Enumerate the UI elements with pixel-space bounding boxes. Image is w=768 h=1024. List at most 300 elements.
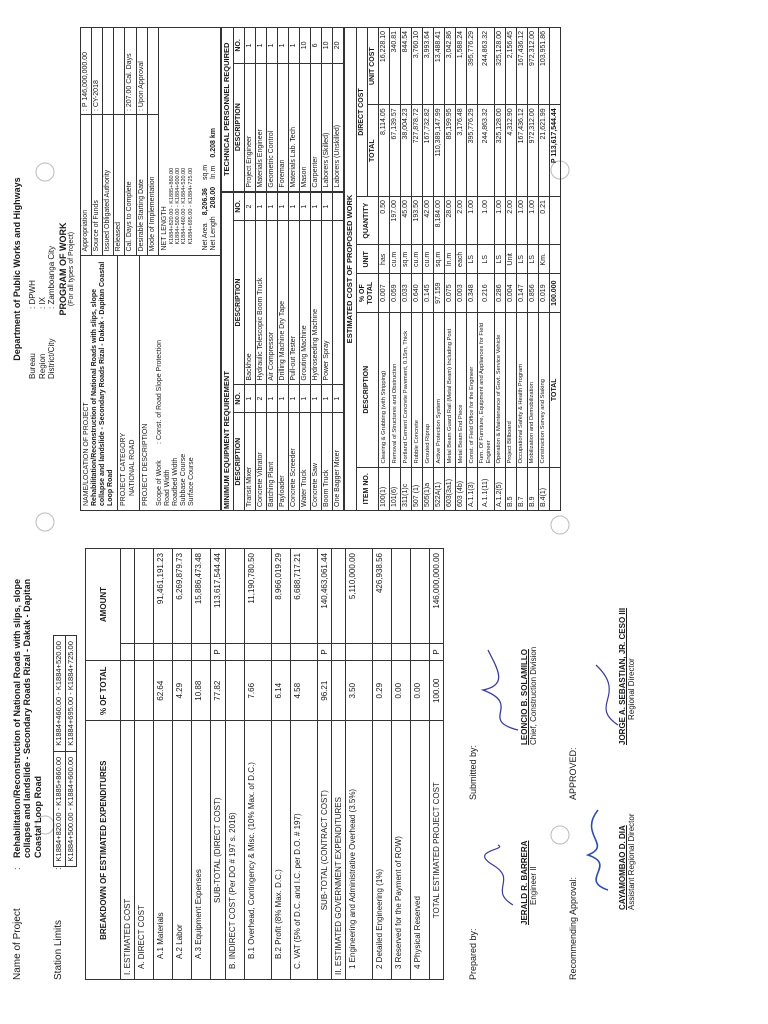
breakdown-pct: 7.66 xyxy=(244,661,271,721)
appropriation-row xyxy=(148,28,159,255)
cost-pct: 0.348 xyxy=(467,274,478,313)
personnel-count: 6 xyxy=(310,28,321,64)
scope-item: Scope of Work xyxy=(155,460,163,506)
meta-label: District/City xyxy=(46,338,56,379)
breakdown-pct: 4.58 xyxy=(290,661,317,721)
appropriation-key: Source of Funds xyxy=(93,200,101,252)
breakdown-label: C. VAT (5% of D.C. and I.C. per D.O. # 197) xyxy=(290,721,317,980)
breakdown-peso: P xyxy=(317,643,331,660)
breakdown-label: SUB-TOTAL (DIRECT COST) xyxy=(211,721,225,980)
breakdown-amount: 140,463,061.44 xyxy=(317,549,331,644)
cost-quantity: 1.00 xyxy=(467,197,478,245)
personnel-row xyxy=(277,28,288,192)
breakdown-row xyxy=(346,549,373,980)
breakdown-pct: 77.82 xyxy=(211,661,225,721)
cost-description: Metal Beam End Piece xyxy=(456,312,467,467)
cost-total: 325,128.00 xyxy=(494,105,505,197)
submitted-title: Chief, Construction Division xyxy=(529,646,539,745)
breakdown-label: TOTAL ESTIMATED PROJECT COST xyxy=(430,721,444,980)
equipment-personnel xyxy=(221,27,344,511)
equipment-count: 1 xyxy=(288,192,299,221)
scope-item: Roadbed Width xyxy=(171,457,179,506)
cost-quantity: 8,184.00 xyxy=(434,197,445,245)
equipment-count: 1 xyxy=(244,384,255,413)
equipment-row xyxy=(333,192,344,510)
cost-unit-cost: 325,128.00 xyxy=(494,28,505,105)
equipment-name: Grouting Machine xyxy=(299,221,310,384)
personnel-row xyxy=(266,28,277,192)
breakdown-table xyxy=(85,548,444,980)
scope-value: : Const. of Road Slope Protection xyxy=(155,339,163,444)
cost-total: 167,436.12 xyxy=(516,105,527,197)
equipment-count: 2 xyxy=(244,192,255,221)
equipment-row xyxy=(310,192,321,510)
breakdown-pct: 0.29 xyxy=(373,661,392,721)
breakdown-label: 2 Detailed Engineering (1%) xyxy=(373,721,392,980)
cost-item-no: 522A(1) xyxy=(434,467,445,510)
net-area-unit: sq.m xyxy=(201,164,209,181)
cost-pct: 0.216 xyxy=(478,274,494,313)
equipment-count: 1 xyxy=(333,384,344,413)
scope-item: Subbase Course xyxy=(179,453,187,506)
equipment-row xyxy=(244,192,255,510)
personnel-table: DESCRIPTION NO. Project Engineer 1 Materials Engineer 1 Geometric Control 1 Foreman 1 Materials Lab. Tech 1 Mason 10 Carpenter 6 Laborers (Skilled) 10 Laborers (Unskilled) 20 xyxy=(233,27,344,192)
breakdown-label: I. ESTIMATED COST xyxy=(121,721,135,980)
prepared-name: JERALD R. BARRERA xyxy=(520,840,530,925)
equipment-name: Hydraulic Telescopic Boom Truck xyxy=(255,221,266,384)
breakdown-amount xyxy=(411,549,430,644)
cost-row xyxy=(467,28,478,511)
breakdown-amount: 8,966,019.29 xyxy=(271,549,290,644)
cost-description: Mobilization and Demobilization xyxy=(527,312,538,467)
cost-unit-cost: 972,312.00 xyxy=(527,28,538,105)
cost-item-no: 100(1) xyxy=(378,467,389,510)
cost-unit-cost: 2,156.45 xyxy=(505,28,516,105)
breakdown-header: BREAKDOWN OF ESTIMATED EXPENDITURES xyxy=(86,721,121,980)
recommending-label: Recommending Approval: xyxy=(568,876,579,980)
equipment-row xyxy=(277,192,288,510)
equipment-name: Hydroseeding Machine xyxy=(310,221,321,384)
breakdown-row xyxy=(154,549,173,980)
cost-total: 21,621.99 xyxy=(538,105,549,197)
cost-description: Grouted Riprap xyxy=(423,312,434,467)
approved-label: APPROVED: xyxy=(568,747,579,800)
appropriation-row xyxy=(114,28,125,255)
breakdown-amount: 11,190,780.50 xyxy=(244,549,271,644)
cost-row xyxy=(389,28,400,511)
equipment-name: Pull-out Tester xyxy=(288,221,299,384)
equipment-name: Drilling Machine Dry Tape xyxy=(277,221,288,384)
meta-value: : IX xyxy=(37,296,47,309)
cost-pct: 0.145 xyxy=(423,274,434,313)
station-cell: K1884+460.00 - K1884+520.00 xyxy=(54,636,66,752)
cost-unit: LS xyxy=(494,245,505,274)
personnel-name: Materials Lab. Tech xyxy=(288,63,299,191)
cost-row xyxy=(505,28,516,511)
appropriation-row xyxy=(103,28,114,255)
breakdown-amount xyxy=(135,549,154,644)
equipment-row xyxy=(266,192,277,510)
breakdown-peso xyxy=(225,643,244,660)
prepared-by-label: Prepared by: xyxy=(468,928,479,980)
breakdown-row xyxy=(192,549,211,980)
cost-pct: 0.147 xyxy=(516,274,527,313)
cost-row xyxy=(411,28,422,511)
equipment-name: Water Truck xyxy=(299,413,310,511)
net-length-km: 0.208 km xyxy=(209,128,217,158)
amount-header: AMOUNT xyxy=(86,549,121,661)
personnel-name: Project Engineer xyxy=(244,63,255,191)
breakdown-row xyxy=(430,549,444,980)
breakdown-label: A.1 Materials xyxy=(154,721,173,980)
personnel-name: Laborers (Skilled) xyxy=(322,63,333,191)
equipment-count xyxy=(333,192,344,221)
cost-table: ITEM NO. DESCRIPTION % OF TOTAL UNIT QUANTITY DIRECT COST TOTAL UNIT COST 100(1) Clearing & Grubbing (with Stripping) 0.007 has 0.50 8,114.05 16,228.10 101(6) Removal of Structures and Obstruction 0.059 cu.m 197.00 67,139.57 340.81 311(1)c Portland Cement Concrete Pavement, 0.15m, Thick 0.033 sq.m 45.00 38,004.23 844.54 507 (1) Rubble Concrete 0.640 cu.m 193.50 727,878.72 3,760.10 505(1)a Grouted Riprap 0.145 cu.m 42.00 167,732.82 3,993.64 522A(1) Active Protection System 97.159 sq.m 8,184.00 110,389,147.99 13,488.41 603(3a1) Metal Beam Guard Rail (Metal Beam) Including Post 0.075 ln.m 28.00 85,199.95 3,042.86 603 (4b) Metal Beam End Piece 0.003 each 2.00 3,176.48 1,588.24 A.1.1(3) Const. of Field Office for the Engineer 0.348 LS 1.00 395,776.29 395,776.29 A.1.1(11) Furn. Of Furniture, Equipment and Appliances for Field Engineer 0.216 LS 1.00 244,863.32 244,863.32 A.1.2(5) Operation & Maintenance of Govt. Service Vehicle 0.286 LS 1.00 325,128.00 325,128.00 B.5 Project Billboard 0.004 Unit 2.00 4,312.90 2,156.45 B.7 Occupational Safety & Health Program 0.147 LS 1.00 167,436.12 167,436.12 B.9 Mobilization and Demobilization 0.856 LS 1.00 972,312.00 972,312.00 B.4(1) Construction Survey and Staking 0.019 Km. 0.21 21,621.99 103,951.86 TOTAL 100.000 P 113,617,544.44 xyxy=(356,27,561,511)
meta-info xyxy=(28,27,56,511)
equipment-name: Concrete Saw xyxy=(310,413,321,511)
meta-label: Region xyxy=(37,353,47,379)
equipment-name xyxy=(333,221,344,384)
cost-total: 167,732.82 xyxy=(423,105,434,197)
cost-unit-cost: 16,228.10 xyxy=(378,28,389,105)
appropriation-row xyxy=(137,28,148,255)
equipment-count: 1 xyxy=(322,192,333,221)
equipment-name: Concrete Screeder xyxy=(288,413,299,511)
breakdown-label: 3 Reserved for the Payment of ROW) xyxy=(392,721,411,980)
appropriation-key: Mode of Implementation xyxy=(148,176,156,252)
cost-unit: LS xyxy=(527,245,538,274)
cost-unit-cost: 3,993.64 xyxy=(423,28,434,105)
cost-unit: cu.m xyxy=(423,245,434,274)
cost-unit-cost: 244,863.32 xyxy=(478,28,494,105)
breakdown-peso xyxy=(373,643,392,660)
station-table xyxy=(53,635,77,867)
cost-pct: 0.286 xyxy=(494,274,505,313)
cost-total: 4,312.90 xyxy=(505,105,516,197)
breakdown-pct: 10.88 xyxy=(192,661,211,721)
equipment-name: Backhoe xyxy=(244,221,255,384)
net-length-row: K1884+500.00 - K1884+600.00 xyxy=(174,167,181,245)
breakdown-peso xyxy=(392,643,411,660)
min-equip-label: MINIMUM EQUIPMENT REQUIREMENT xyxy=(221,192,233,511)
cost-quantity: 28.00 xyxy=(445,197,456,245)
cost-item-no: 101(6) xyxy=(389,467,400,510)
cost-item-no: A.1.2(5) xyxy=(494,467,505,510)
recommending-title: Assistant Regional Director xyxy=(627,813,637,910)
tech-personnel-label: TECHNICAL PERSONNEL REQUIRED xyxy=(221,27,233,192)
cost-quantity: 193.50 xyxy=(411,197,422,245)
cost-unit-cost: 1,588.24 xyxy=(456,28,467,105)
breakdown-pct: 0.00 xyxy=(411,661,430,721)
department-title: Department of Public Works and Highways xyxy=(12,177,22,361)
cost-unit-cost: 844.54 xyxy=(400,28,411,105)
program-title: PROGRAM OF WORK xyxy=(57,222,68,316)
cost-description: Occupational Safety & Health Program xyxy=(516,312,527,467)
cost-total: 85,199.95 xyxy=(445,105,456,197)
net-area-label: Net Area xyxy=(201,223,209,251)
cost-label: ESTIMATED COST OF PROPOSED WORK xyxy=(344,27,356,511)
station-cell: K1884+695.00 - K1884+725.00 xyxy=(65,636,77,752)
personnel-count: 20 xyxy=(333,28,344,64)
cost-quantity: 42.00 xyxy=(423,197,434,245)
cost-total-amount: 113,617,544.44 xyxy=(550,108,558,157)
breakdown-peso xyxy=(271,643,290,660)
cost-total: 972,312.00 xyxy=(527,105,538,197)
cost-row xyxy=(527,28,538,511)
cost-total: 8,114.05 xyxy=(378,105,389,197)
net-length-rows xyxy=(169,32,194,251)
signature-mark xyxy=(573,805,623,895)
breakdown-peso xyxy=(290,643,317,660)
cost-unit: sq.m xyxy=(434,245,445,274)
cost-description: Active Protection System xyxy=(434,312,445,467)
cost-row xyxy=(538,28,549,511)
cost-item-no: 603 (4b) xyxy=(456,467,467,510)
cost-unit: Km. xyxy=(538,245,549,274)
equipment-count: 1 xyxy=(266,192,277,221)
breakdown-label: B.1 Overhead, Contingency & Misc. (10% Max. of D.C.) xyxy=(244,721,271,980)
personnel-name: Materials Engineer xyxy=(255,63,266,191)
equipment-count: 1 xyxy=(266,384,277,413)
breakdown-pct: 4.29 xyxy=(173,661,192,721)
breakdown-row xyxy=(290,549,317,980)
breakdown-pct: 0.00 xyxy=(392,661,411,721)
personnel-row xyxy=(322,28,333,192)
appropriation-key: Issued Obligated Authority xyxy=(104,169,112,252)
breakdown-peso xyxy=(121,643,135,660)
cost-row xyxy=(478,28,494,511)
cost-item-no: B.9 xyxy=(527,467,538,510)
scope-item: Surface Course xyxy=(187,457,195,506)
cost-unit-cost: 395,776.29 xyxy=(467,28,478,105)
appropriation-key: Released xyxy=(115,221,123,252)
breakdown-row xyxy=(244,549,271,980)
equipment-table: DESCRIPTION NO. DESCRIPTION NO. Transit Mixer 1 Backhoe 2 Concrete Vibrator 2 Hydraulic Telescopic Boom Truck 1 Batching Plant 1 Air Compressor 1 Payloader 1 Drilling Machine Dry Tape 1 Concrete Screeder 1 Pull-out Tester 1 Water Truck 1 Grouting Machine 1 Concrete Saw 1 Hydroseeding Machine 1 Boom Truck 1 Power Spray 1 One Bagger Mixer 1 xyxy=(233,192,344,511)
breakdown-peso xyxy=(244,643,271,660)
appropriation-value xyxy=(114,28,124,115)
breakdown-peso xyxy=(173,643,192,660)
equipment-row xyxy=(288,192,299,510)
breakdown-label: SUB-TOTAL (CONTRACT COST) xyxy=(317,721,331,980)
cost-quantity: 45.00 xyxy=(400,197,411,245)
breakdown-label: A. DIRECT COST xyxy=(135,721,154,980)
appropriation-key: Desirable Starting Date xyxy=(137,179,145,252)
cost-unit-cost: 3,760.10 xyxy=(411,28,422,105)
station-limits-label: Station Limits xyxy=(53,919,65,980)
cost-total: 67,139.57 xyxy=(389,105,400,197)
submitted-by-label: Submitted by: xyxy=(468,744,479,800)
breakdown-amount: 146,000,000.00 xyxy=(430,549,444,644)
personnel-row xyxy=(333,28,344,192)
equipment-row xyxy=(299,192,310,510)
cost-item-no: B.4(1) xyxy=(538,467,549,510)
program-subtitle: (For all types of Project) xyxy=(68,231,76,307)
breakdown-pct xyxy=(121,661,135,721)
breakdown-label: A.2 Labor xyxy=(173,721,192,980)
equipment-name: Batching Plant xyxy=(266,413,277,511)
breakdown-amount: 6,269,879.73 xyxy=(173,549,192,644)
cost-item-no: 603(3a1) xyxy=(445,467,456,510)
cost-unit-cost: 3,042.86 xyxy=(445,28,456,105)
approved-title: Regional Director xyxy=(627,658,637,720)
cost-unit-cost: 167,436.12 xyxy=(516,28,527,105)
breakdown-row xyxy=(392,549,411,980)
personnel-count: 10 xyxy=(299,28,310,64)
net-length-label: NET LENGTH xyxy=(160,206,168,251)
breakdown-amount xyxy=(331,549,345,644)
equipment-name: Transit Mixer xyxy=(244,413,255,511)
personnel-count: 1 xyxy=(288,28,299,64)
cost-pct: 0.059 xyxy=(389,274,400,313)
equipment-name: Air Compressor xyxy=(266,221,277,384)
appropriation-key: Appropriation xyxy=(82,209,90,252)
appropriation-value: : Upon Approval xyxy=(137,28,147,115)
breakdown-label: 4 Physical Reserved xyxy=(411,721,430,980)
breakdown-amount xyxy=(121,549,135,644)
equipment-name: Power Spray xyxy=(322,221,333,384)
cost-quantity: 197.00 xyxy=(389,197,400,245)
submitted-name: LEONCIO B. SOLAMILLO xyxy=(520,649,530,745)
cost-row xyxy=(516,28,527,511)
cost-row xyxy=(378,28,389,511)
cost-quantity: 2.00 xyxy=(456,197,467,245)
cost-total: 395,776.29 xyxy=(467,105,478,197)
cost-pct: 97.159 xyxy=(434,274,445,313)
scope-item: Road Width xyxy=(163,469,171,506)
cost-description: Metal Beam Guard Rail (Metal Beam) Including Post xyxy=(445,312,456,467)
cost-description: Operation & Maintenance of Govt. Service Vehicle xyxy=(494,312,505,467)
personnel-name: Carpenter xyxy=(310,63,321,191)
breakdown-peso xyxy=(346,643,373,660)
cost-description: Portland Cement Concrete Pavement, 0.15m, Thick xyxy=(400,312,411,467)
equipment-name: One Bagger Mixer xyxy=(333,413,344,511)
project-name-label: Name of Project xyxy=(12,908,23,980)
cost-pct: 0.856 xyxy=(527,274,538,313)
personnel-name: Mason xyxy=(299,63,310,191)
cost-item-no: B.5 xyxy=(505,467,516,510)
cost-total: 244,863.32 xyxy=(478,105,494,197)
net-length-row: K1884+460.00 - K1884+520.00 xyxy=(181,167,188,245)
breakdown-pct xyxy=(331,661,345,721)
cost-quantity: 0.21 xyxy=(538,197,549,245)
personnel-count: 1 xyxy=(244,28,255,64)
cost-description: Const. of Field Office for the Engineer xyxy=(467,312,478,467)
equipment-count: 1 xyxy=(310,192,321,221)
net-length-label-2: Net Length xyxy=(209,216,217,251)
breakdown-amount: 91,461,191.23 xyxy=(154,549,173,644)
cost-item-no: A.1.1(3) xyxy=(467,467,478,510)
equipment-count: 1 xyxy=(277,384,288,413)
breakdown-row xyxy=(317,549,331,980)
equipment-count: 1 xyxy=(310,384,321,413)
breakdown-row xyxy=(121,549,135,980)
name-loc-label: NAME/LOCATION OF PROJECT xyxy=(83,402,91,506)
breakdown-peso xyxy=(154,643,173,660)
personnel-name: Geometric Control xyxy=(266,63,277,191)
breakdown-page xyxy=(0,524,768,1004)
cost-total-peso: P xyxy=(550,158,558,164)
equipment-row xyxy=(255,192,266,510)
cost-unit: ln.m xyxy=(445,245,456,274)
breakdown-peso: P xyxy=(211,643,225,660)
project-category-value: NATIONAL ROAD xyxy=(128,439,136,496)
appropriation-row xyxy=(81,28,92,255)
cost-pct: 0.019 xyxy=(538,274,549,313)
breakdown-row xyxy=(411,549,430,980)
equipment-count: 2 xyxy=(255,384,266,413)
station-cell: K1884+500.00 - K1884+600.00 xyxy=(65,751,77,867)
cost-row xyxy=(400,28,411,511)
appropriation-value xyxy=(103,28,113,115)
net-length-unit: ln.m xyxy=(209,165,217,179)
breakdown-label: 1 Engineering and Administrative Overhead (3.5%) xyxy=(346,721,373,980)
signature-mark xyxy=(483,840,523,910)
cost-pct: 0.003 xyxy=(456,274,467,313)
cost-row xyxy=(456,28,467,511)
appropriation-key: Cal. Days to Complete xyxy=(126,181,134,252)
breakdown-amount: 5,110,000.00 xyxy=(346,549,373,644)
net-length-value: 208.00 xyxy=(209,186,217,209)
equipment-name: Concrete Vibrator xyxy=(255,413,266,511)
appropriation-value xyxy=(148,28,158,115)
appropriation-value: : CY-2018 xyxy=(92,28,102,115)
cost-unit: each xyxy=(456,245,467,274)
project-category-label: PROJECT CATEGORY xyxy=(120,432,128,506)
personnel-count: 1 xyxy=(255,28,266,64)
cost-unit: LS xyxy=(467,245,478,274)
station-cell: K1884+820.00 - K1885+860.00 xyxy=(54,751,66,867)
personnel-count: 1 xyxy=(277,28,288,64)
equipment-count: 1 xyxy=(255,192,266,221)
cost-unit: LS xyxy=(478,245,494,274)
breakdown-pct xyxy=(135,661,154,721)
name-loc-value: Rehabilitation/Reconstruction of National Roads with slips, slope collapse and landslide - Secondary Roads Rizal - Dakak - Dapitan Coastal Loop Road xyxy=(91,261,115,506)
breakdown-pct: 100.00 xyxy=(430,661,444,721)
cost-quantity: 2.00 xyxy=(505,197,516,245)
project-name-value: Rehabilitation/Reconstruction of National Roads with slips, slope collapse and landslide - Secondary Roads Rizal - Dakak - Dapitan Coastal Loop Road xyxy=(12,578,43,858)
cost-unit-cost: 13,488.41 xyxy=(434,28,445,105)
cost-item-no: 505(1)a xyxy=(423,467,434,510)
personnel-name: Laborers (Unskilled) xyxy=(333,63,344,191)
breakdown-pct xyxy=(225,661,244,721)
breakdown-label: B. INDIRECT COST (Per DO # 197 s. 2016) xyxy=(225,721,244,980)
cost-unit-cost: 103,951.86 xyxy=(538,28,549,105)
pct-header: % OF TOTAL xyxy=(86,661,121,721)
cost-total: 110,389,147.99 xyxy=(434,105,445,197)
cost-pct: 0.004 xyxy=(505,274,516,313)
cost-item-no: B.7 xyxy=(516,467,527,510)
cost-description: Rubble Concrete xyxy=(411,312,422,467)
breakdown-peso xyxy=(192,643,211,660)
appropriation-value: : 207.00 Cal. Days xyxy=(125,28,135,115)
meta-label: Bureau xyxy=(28,353,38,379)
equipment-count: 1 xyxy=(322,384,333,413)
breakdown-row xyxy=(225,549,244,980)
equipment-name: Payloader xyxy=(277,413,288,511)
signatures xyxy=(458,548,708,980)
personnel-count: 1 xyxy=(266,28,277,64)
breakdown-label: II. ESTIMATED GOVERNMENT EXPENDITURES xyxy=(331,721,345,980)
cost-unit: cu.m xyxy=(389,245,400,274)
cost-quantity: 1.00 xyxy=(494,197,505,245)
cost-quantity: 1.00 xyxy=(527,197,538,245)
cost-quantity: 0.50 xyxy=(378,197,389,245)
cost-row xyxy=(423,28,434,511)
breakdown-row xyxy=(373,549,392,980)
personnel-row xyxy=(299,28,310,192)
cost-total: 38,004.23 xyxy=(400,105,411,197)
appropriation-row xyxy=(92,28,103,255)
